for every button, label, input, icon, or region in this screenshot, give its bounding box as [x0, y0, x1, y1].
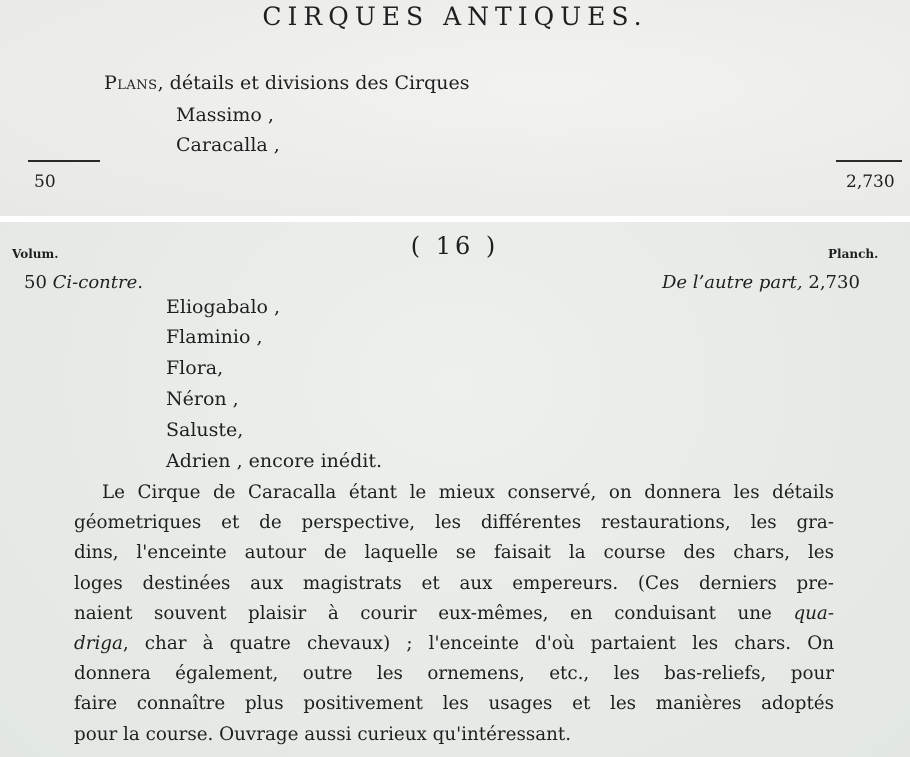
paragraph-line: dins, l'enceinte autour de laquelle se faisait la course des chars, les: [74, 542, 834, 564]
circus-item-adrien: Adrien , encore inédit.: [166, 450, 383, 472]
circus-item-flora: Flora,: [166, 357, 224, 379]
circus-item-neron: Néron ,: [166, 388, 239, 410]
circus-item-saluste: Saluste,: [166, 419, 244, 441]
circus-item-eliogabalo: Eliogabalo ,: [166, 296, 281, 318]
paragraph-line-part: , char à quatre chevaux) ; l'enceinte d'où partaient les chars. On: [122, 633, 834, 655]
circus-item-massimo: Massimo ,: [176, 104, 274, 126]
quadriga-italic-part2: driga: [74, 633, 123, 655]
carry-over-right: [662, 272, 860, 293]
quadriga-italic-part1: qua-: [793, 602, 834, 624]
paragraph-line: [74, 629, 834, 659]
plans-label: Plans: [104, 72, 158, 94]
plates-total: 2,730: [846, 172, 895, 192]
description-paragraph: [74, 478, 834, 750]
plans-heading: [104, 72, 470, 94]
bottom-page-fragment: [0, 222, 910, 757]
page-number: ( 16 ): [410, 232, 500, 260]
plans-text: , détails et divisions des Cirques: [157, 72, 470, 94]
carry-volumes: 50: [24, 272, 47, 293]
paragraph-line: Le Cirque de Caracalla étant le mieux conservé, on donnera les détails: [102, 482, 834, 503]
plates-total-rule: [836, 160, 902, 162]
section-title: CIRQUES ANTIQUES.: [262, 2, 648, 31]
paragraph-line: loges destinées aux magistrats et aux empereurs. (Ces derniers pre-: [74, 572, 834, 594]
plates-column-header: Planch.: [828, 247, 879, 261]
paragraph-line: pour la course. Ouvrage aussi curieux qu'intéressant.: [74, 723, 572, 745]
paragraph-line: faire connaître plus positivement les usages et les manières adoptés: [74, 693, 834, 715]
paragraph-line-part: naient souvent plaisir à courir eux-mêmes, en conduisant une: [74, 602, 794, 624]
paragraph-line: [74, 599, 834, 629]
volumes-total: 50: [34, 172, 56, 192]
circus-item-caracalla: Caracalla ,: [176, 134, 280, 156]
circus-item-flaminio: Flaminio ,: [166, 326, 263, 348]
volumes-column-header: Volum.: [12, 247, 59, 261]
autre-part-label: De l’autre part,: [662, 272, 803, 293]
carry-plates: 2,730: [808, 272, 860, 293]
top-page-fragment: [0, 0, 910, 216]
ci-contre-label: Ci-contre.: [52, 272, 143, 293]
paragraph-line: géometriques et de perspective, les différentes restaurations, les gra-: [74, 512, 834, 534]
carry-over-left: [24, 272, 143, 293]
volume-total-rule: [28, 160, 100, 162]
paragraph-line: donnera également, outre les ornemens, etc., les bas-reliefs, pour: [74, 663, 834, 685]
